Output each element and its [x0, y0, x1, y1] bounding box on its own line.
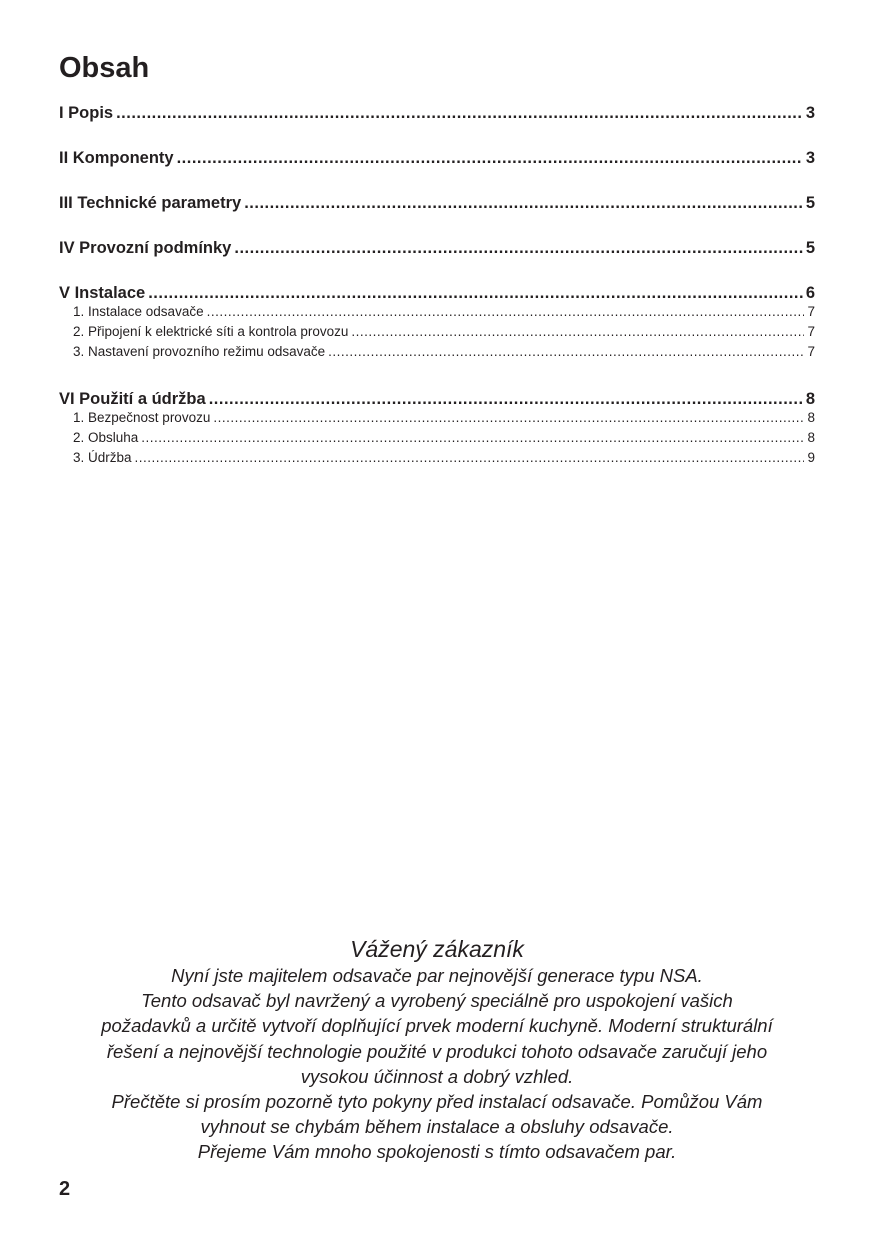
greeting-heading: Vážený zákazník [350, 936, 524, 962]
toc-section-pouziti-udrzba [59, 390, 815, 470]
toc-label: 2. Obsluha [73, 430, 139, 445]
dot-leader [328, 344, 804, 359]
customer-greeting [59, 935, 815, 1165]
toc-label: V Instalace [59, 284, 146, 302]
toc-page: 7 [807, 344, 815, 359]
dot-leader [207, 304, 805, 319]
greeting-line: Přečtěte si prosím pozorně tyto pokyny před instalací odsavače. Pomůžou Vám [111, 1091, 763, 1113]
toc-page: 8 [805, 390, 815, 408]
dot-leader [244, 194, 803, 213]
dot-leader [209, 390, 803, 409]
dot-leader [141, 430, 804, 445]
greeting-line: vyhnout se chybám během instalace a obsluhy odsavače. [200, 1116, 674, 1138]
dot-leader [351, 324, 804, 339]
toc-subentry[interactable] [59, 344, 815, 364]
dot-leader [234, 239, 802, 258]
dot-leader [135, 450, 805, 465]
dot-leader [148, 284, 803, 303]
toc-page: 6 [805, 284, 815, 302]
page-number: 2 [59, 1178, 71, 1200]
toc-label: 3. Nastavení provozního režimu odsavače [73, 344, 326, 359]
toc-entry-popis[interactable] [59, 104, 815, 124]
toc-subentry[interactable] [59, 324, 815, 344]
toc-label: VI Použití a údržba [59, 390, 206, 408]
toc-entry-provozni-podminky[interactable] [59, 239, 815, 259]
toc-subentry[interactable] [59, 410, 815, 430]
toc-page: 9 [807, 450, 815, 465]
toc-subentry[interactable] [59, 450, 815, 470]
toc-page: 3 [805, 149, 815, 167]
toc-page: 8 [807, 410, 815, 425]
toc-subentry[interactable] [59, 430, 815, 450]
greeting-line: vysokou účinnost a dobrý vzhled. [300, 1065, 574, 1087]
toc-label: III Technické parametry [59, 194, 242, 212]
dot-leader [177, 149, 803, 168]
toc-entry-pouziti-udrzba[interactable] [59, 390, 815, 410]
toc-label: I Popis [59, 104, 114, 122]
greeting-line: Tento odsavač byl navržený a vyrobený speciálně pro uspokojení vašich [141, 990, 733, 1012]
dot-leader [213, 410, 804, 425]
toc-subentry[interactable] [59, 304, 815, 324]
toc-page: 3 [805, 104, 815, 122]
toc-label: 2. Připojení k elektrické síti a kontrola provozu [73, 324, 349, 339]
dot-leader [116, 104, 803, 123]
toc-page: 5 [805, 239, 815, 257]
toc-page: 8 [807, 430, 815, 445]
toc-label: II Komponenty [59, 149, 174, 167]
greeting-line: řešení a nejnovější technologie použité v produkci tohoto odsavače zaručují jeho [106, 1040, 768, 1062]
greeting-line: Přejeme Vám mnoho spokojenosti s tímto odsavačem par. [197, 1141, 677, 1163]
toc-label: 1. Bezpečnost provozu [73, 410, 211, 425]
toc-page: 7 [807, 304, 815, 319]
toc-label: 3. Údržba [73, 450, 132, 465]
toc-section-instalace [59, 284, 815, 364]
page-title: Obsah [59, 52, 150, 84]
toc-page: 7 [807, 324, 815, 339]
toc-label: IV Provozní podmínky [59, 239, 232, 257]
toc-entry-komponenty[interactable] [59, 149, 815, 169]
toc-label: 1. Instalace odsavače [73, 304, 204, 319]
greeting-line: požadavků a určitě vytvoří doplňující prvek moderní kuchyně. Moderní strukturální [101, 1015, 773, 1037]
toc-entry-technicke-parametry[interactable] [59, 194, 815, 214]
greeting-line: Nyní jste majitelem odsavače par nejnovější generace typu NSA. [171, 965, 703, 986]
toc-entry-instalace[interactable] [59, 284, 815, 304]
toc-page: 5 [805, 194, 815, 212]
